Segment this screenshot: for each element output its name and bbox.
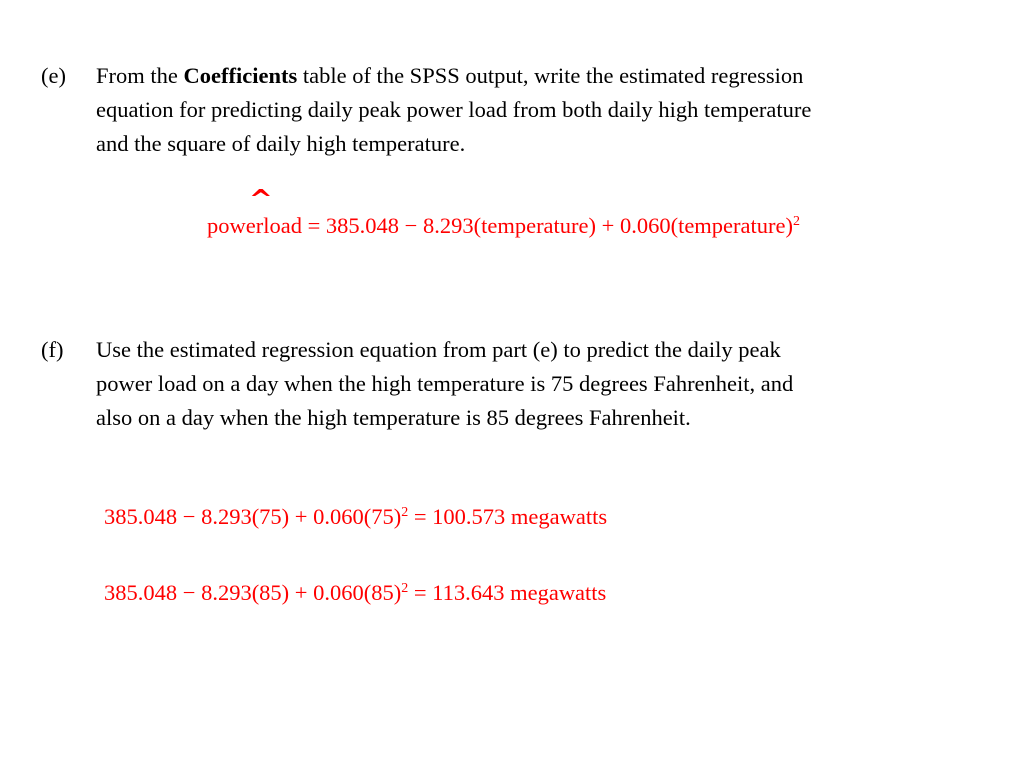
part-e-line-2: equation for predicting daily peak power load from both daily high temperature — [96, 97, 812, 122]
prediction-75-expression: 385.048 − 8.293(75) + 0.060(75) — [104, 504, 402, 529]
part-e-line-1 — [96, 59, 1011, 93]
prediction-85-result: = 113.643 megawatts — [408, 580, 607, 605]
prediction-75-degrees — [104, 502, 607, 532]
regression-equation-exponent: 2 — [793, 214, 800, 229]
regression-equation-text: powerload = 385.048 − 8.293(temperature) + 0.060(temperature) — [207, 213, 793, 238]
part-e-label: (e) — [41, 63, 66, 88]
part-e-line-3: and the square of daily high temperature. — [96, 131, 466, 156]
part-f-line-2: power load on a day when the high temperature is 75 degrees Fahrenheit, and — [96, 371, 794, 396]
part-e-line-1-before: From the — [96, 63, 184, 88]
prediction-75-exponent: 2 — [401, 505, 409, 520]
part-f-question — [96, 333, 1011, 435]
prediction-85-exponent: 2 — [401, 581, 409, 596]
prediction-85-degrees — [104, 578, 606, 608]
part-f-label: (f) — [41, 337, 64, 362]
part-f-line-3: also on a day when the high temperature is 85 degrees Fahrenheit. — [96, 405, 691, 430]
prediction-75-result: = 100.573 megawatts — [408, 504, 608, 529]
part-f-line-1: Use the estimated regression equation from part (e) to predict the daily peak — [96, 337, 781, 362]
part-e-question — [96, 59, 1011, 161]
coefficients-bold-term: Coefficients — [183, 63, 298, 88]
prediction-85-expression: 385.048 − 8.293(85) + 0.060(85) — [104, 580, 402, 605]
hat-symbol: ^ — [248, 185, 273, 215]
part-e-line-1-after: table of the SPSS output, write the estimated regression — [297, 63, 804, 88]
regression-equation — [207, 211, 800, 241]
